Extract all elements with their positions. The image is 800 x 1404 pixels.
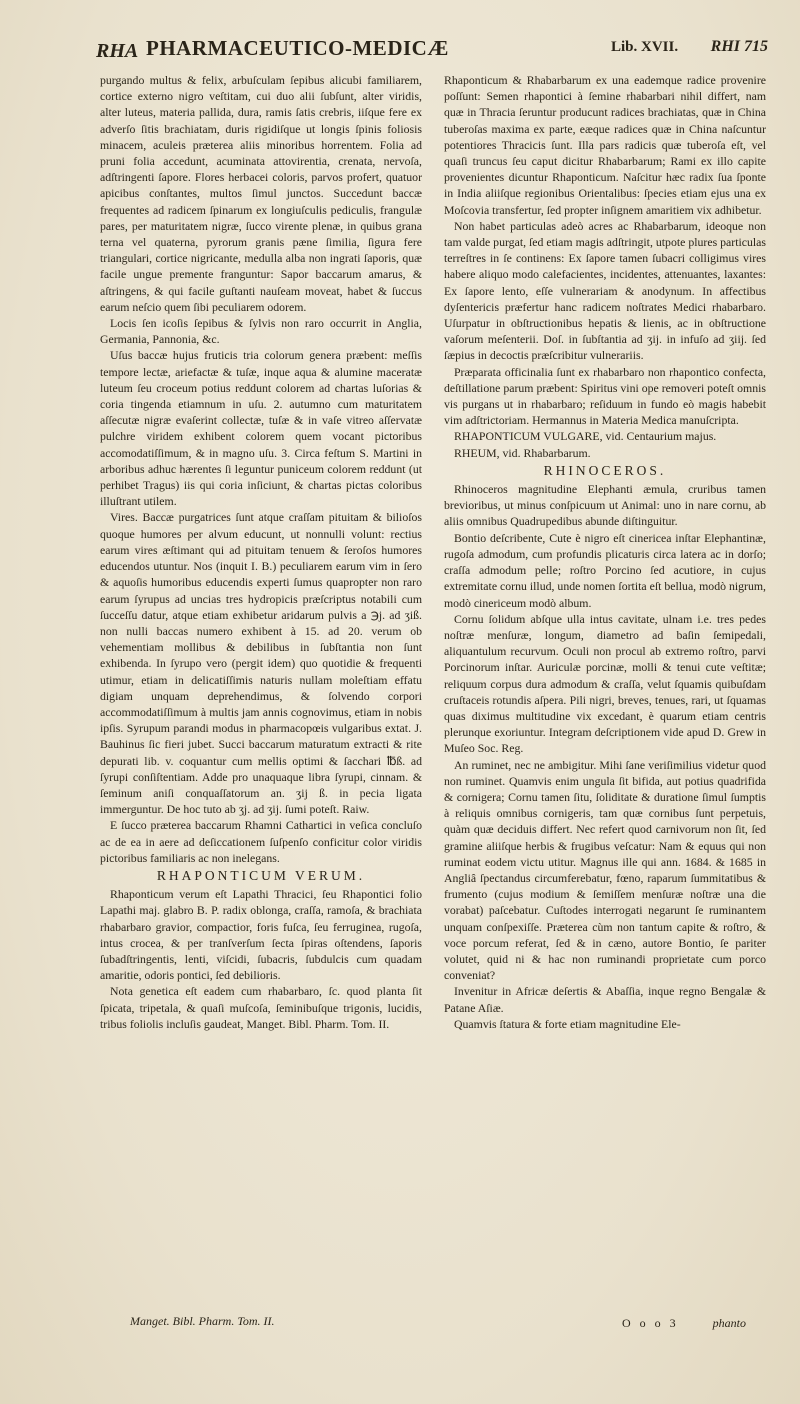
running-head-right: RHI 715 <box>710 38 768 55</box>
paragraph: Rhinoceros magnitudine Elephanti æmula, cruribus tamen brevioribus, ut minus conſpicuum ut Animal: uno in nare cornu, ab aliis omnibus Quadrupedibus abunde diſtinguitur. <box>444 482 766 529</box>
paragraph: Cornu ſolidum abſque ulla intus cavitate, ulnam i.e. tres pedes noſtræ menſuræ, longum, diametro ad baſin ſemipedali, aliquantulum recurvum. Oculi non procul ab extremo roſtro, parvi Porcinorum inſtar. Auriculæ porcinæ, molli & tenui cute veſtitæ; reliquum corpus dura admodum & craſſa, velut ſquamis quibuſdam cruſtaceis rotundis aſpera. Pili nigri, breves, tenues, rari, ut ſquamas quas diximus multitudine vix excedant, è quarum etiam centris plerunque exoriuntur. Integram deſcriptionem vide apud D. Grew in Muſeo Soc. Reg. <box>444 611 766 756</box>
paragraph: Uſus baccæ hujus fruticis tria colorum genera præbent: meſſis tempore lectæ, ariefactæ & tuſæ, inque aqua & alumine maceratæ luteum ſeu croceum potius reddunt colorem ad chartas luſorias & coria tingenda etiamnum in uſu. 2. autumno cum maturitatem aſſecutæ nigræ evaſerint collectæ, tuſæ & in vaſe vitreo aſſervatæ pulchre viridem exhibent colorem quem vocant pictoribus accomodatiſſimum, & in magno uſu. 3. Circa feſtum S. Martini in arboribus adhuc hærentes ſi leguntur puniceum colorem reddunt (ut perhibet Tragus) iis qui coria inſiciunt, & chartas pictas coloribus illuſtrant utilem. <box>100 348 422 509</box>
right-column <box>444 72 766 1032</box>
paragraph: Vires. Baccæ purgatrices ſunt atque craſſam pituitam & bilioſos quoque humores per alvum educunt, ut nonnulli volunt: rectius earum vires æſtimant qui ad pituitam tenuem & ſeroſos humores educendos utuntur. Nos (inquit I. B.) peculiarem earum vim in ſero & aquoſis humoribus educendis experti ſumus quapropter non raro earum ſyrupus ad uncias tres hydropicis præſcriptus notabili cum ſucceſſu datur, atque etiam exhibetur aridarum pulvis a ℈j. ad ʒiß. non nulli baccas numero exhibent à 15. ad 20. verum ob vehementiam mollibus & debilibus in ſubſtantia non ſunt exhibenda. In ſyrupo vero (pergit idem) quo quotidie & frequenti utimur, etiam in delicatiſſimis naturis nullam moleſtiam effatu digiam unquam deprehendimus, & ſolvendo corpori accommodatiſſimum à multis jam annis cognovimus, etiam in nobis ipſis. Syrupum parandi modus in pharmacopœis vulgaribus extat. J. Bauhinus ſic fieri jubet. Succi baccarum maturatum extracti & rite depurati lib. v. coquantur cum mellis optimi & ſacchari ℔ß. ad ſyrupi conſiſtentiam. Adde pro unaquaque libra ſyrupi, cinnam. & ſeminum aniſi conquaſſatorum an. ʒij ß. in pecia ligata immerguntur. De hoc tuto ab ʒj. ad ʒij. ſumi poteſt. Raiw. <box>100 510 422 817</box>
book-number: Lib. XVII. <box>611 39 679 55</box>
paragraph: purgando multus & felix, arbuſculam ſepibus alicubi familiarem, cortice externo nigro veſtitam, cui duo alii ſubſunt, alter viridis, alter luteus, materia pallida, dura, ramis ſatis crebris, iiſque fere ex adverſo ſitis brachiatam, duris rigidiſque ut longis ſpinis foliosis minacem, aculeis præterea aliis minoribus horrentem. Folia ad pruni folia accedunt, acuminata attovirentia, crenata, nervoſa, adſtringenti ſapore. Flores herbacei coloris, parvos profert, quatuor apicibus conſtantes, multos ſimul junctos. Succedunt baccæ frequentes ad radicem ſpinarum ex longiuſculis pediculis, frangulæ pares, per maturitatem nigræ, ſucco virente plenæ, in quibus grana terna vel quaterna, pyrorum granis pæne ſimilia, ſigura fere triangulari, cortice nigricante, medulla alba non ingrati ſaporis, quæ facile ungue premente franguntur: Sapor baccarum amarus, & aſtringens, & qui facile guſtanti nauſeam moveat, habet & ſuccus earum neſcio quem ſibi peculiarem odorem. <box>100 73 422 314</box>
paragraph: Non habet particulas adeò acres ac Rhabarbarum, ideoque non tam valde purgat, ſed etiam magis adſtringit, utpote plures particulas terreſtres in ſe continens: Ex ſapore tamen ſubacri colligimus vires habere aliquo modo calefacientes, incidentes, attenuantes, laxantes: Ex ſapore lento, eſſe vulnerariam & anodynum. In affectibus dyſentericis præfertur hanc radicem noſtrates Medici rhabarbaro. Uſurpatur in obſtructionibus hepatis & lienis, ac in obſtructione vaſorum meſenterii. Doſ. in ſubſtantia ad ʒij. in infuſo ad ʒiij. ſed ſæpius in decoctis præſcribitur vulnerariis. <box>444 218 766 363</box>
paragraph: E ſucco præterea baccarum Rhamni Cathartici in veſica concluſo ac de ea in aere ad deſiccationem ſuſpenſo conficitur color viridis pictoribus familiaris ac non inelegans. <box>100 818 422 865</box>
paragraph: Invenitur in Africæ deſertis & Abaſſia, inque regno Bengalæ & Patane Aſiæ. <box>444 984 766 1015</box>
paragraph: Rhaponticum & Rhabarbarum ex una eademque radice provenire poſſunt: Semen rhapontici à ſemine rhabarbari nihil differt, nam quæ in Thracia ſeruntur producunt radices brachiatas, quæ in China tuberoſas maxima ex parte, eæque radices quæ in China naſcuntur potentiores Thracicis ſunt. Illa pars radicis quæ tuberoſa eſt, vel quaſi truncus ſeu caput dicitur Rhabarbarum; Rami ex illo capite provenientes dicuntur Rhaponticum. Naſcitur hæc radix ſua ſponte in India aliiſque regionibus Orientalibus: ſpecies etiam ejus una ex Moſcovia transfertur, ſed propter inſignem amaritiem vix adhibetur. <box>444 73 766 217</box>
entry-heading-rhinoceros: RHINOCEROS. <box>543 462 667 478</box>
running-header <box>96 18 768 66</box>
header-title: PHARMACEUTICO-MEDICÆ <box>146 36 449 60</box>
catchword-right: phanto <box>712 1316 747 1330</box>
cross-reference: RHEUM, vid. Rhabarbarum. <box>454 445 591 460</box>
entry-heading-rhaponticum-verum: RHAPONTICUM VERUM. <box>156 867 366 883</box>
signature-text: O o o 3 <box>622 1316 679 1330</box>
signature-mark <box>622 1316 746 1331</box>
catchword-left: Manget. Bibl. Pharm. Tom. II. <box>130 1314 275 1328</box>
paragraph: Nota genetica eſt eadem cum rhabarbaro, ſc. quod planta ſit ſpicata, tripetala, & quaſi muſcoſa, ſeminibuſque trigonis, lucidis, tribus foliolis incluſis gaudeat, Manget. Bibl. Pharm. Tom. II. <box>100 984 422 1031</box>
paragraph: Bontio deſcribente, Cute è nigro eſt cinericea inſtar Elephantinæ, rugoſa admodum, cum profundis plicaturis circa latera ac in dorſo; craſſa admodum pelle; roſtro Porcino ſed acutiore, in cujus extremitate cornu illud, unde nomen ſortita eſt bellua, modò nigrum, modò cinericeum modò album. <box>444 530 766 610</box>
paragraph: Rhaponticum verum eſt Lapathi Thracici, ſeu Rhapontici folio Lapathi maj. glabro B. P. radix oblonga, craſſa, ramoſa, & brachiata rhabarbaro gravior, compactior, foris fuſca, ſeu ferruginea, rugoſa, intus crocea, & per tranſverſum ſecta ſpiras oſtendens, ſaporis ſubadſtringentis, lenti, viſcidi, ſubacris, ſubdulcis cum quadam amaritie, odoris pontici, ſed debilioris. <box>100 887 422 983</box>
paragraph: Locis ſen icoſis ſepibus & ſylvis non raro occurrit in Anglia, Germania, Pannonia, &c. <box>100 316 422 347</box>
paragraph: Quamvis ſtatura & forte etiam magnitudine Ele- <box>454 1016 681 1031</box>
left-column <box>100 72 422 1032</box>
section-mark: RHA <box>96 40 139 62</box>
paragraph: An ruminet, nec ne ambigitur. Mihi ſane veriſimilius videtur quod non ruminet. Quamvis enim ungula ſit bifida, aut potius quadrifida & cornigera; Cornu tamen ſitu, ſoliditate & duratione ſimul ſumptis à reliquis omnibus cornigeris, tam quæ cornibus ſunt perpetuis, quàm quæ deciduis differt. Nec refert quod carnivorum non ſit, ſed gramine aliiſque herbis & frugibus veſcatur: Nam & equus qui non ruminat eodem victu utitur. Magnus ille qui ann. 1684. & 1685 in Angliâ ſpectandus circumferebatur, fœno, raparum ſummitatibus & frumento (cujus modium & ſemiſſem menſuræ noſtræ una die vorabat) paſcebatur. Cuſtodes interrogati negarunt ſe ruminantem unquam conſpexiſſe. Præterea cùm non tantum capite & roſtro, & voce porcum referat, ſed & in cæno, autore Bontio, ſe pariter volutet, quid ni & hac non ruminandi proprietate cum porco conveniat? <box>444 757 766 983</box>
paragraph: Præparata officinalia ſunt ex rhabarbaro non rhapontico confecta, deſtillatione parum præbent: Spiritus vini ope removeri poteſt omnis vis purgans ut in rhabarbaro; reſiduum in fundo eò magis habebit vim adſtrictoriam. Hermannus in Materia Medica manuſcripta. <box>444 364 766 428</box>
cross-reference: RHAPONTICUM VULGARE, vid. Centaurium majus. <box>454 429 717 444</box>
